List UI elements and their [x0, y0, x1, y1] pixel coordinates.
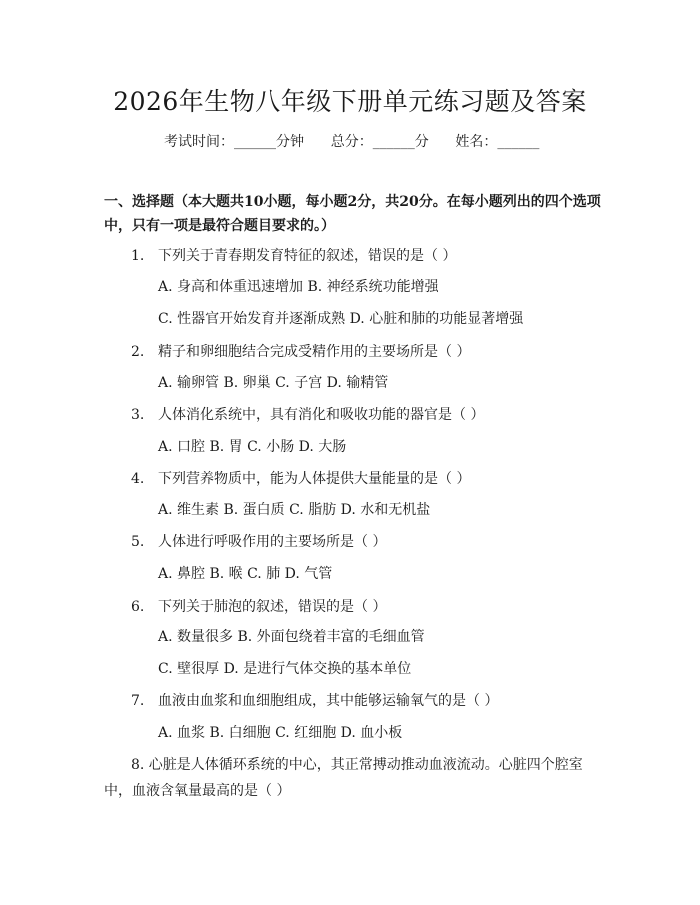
- question-7: [131, 690, 498, 710]
- question-text: 下列营养物质中，能为人体提供大量能量的是（ ）: [158, 471, 471, 487]
- question-text: 下列关于肺泡的叙述，错误的是（ ）: [158, 599, 387, 615]
- question-2: [131, 341, 470, 361]
- question-1: [131, 245, 456, 265]
- question-text: 精子和卵细胞结合完成受精作用的主要场所是（ ）: [158, 344, 471, 360]
- question-1-options-line-1: A. 身高和体重迅速增加 B. 神经系统功能增强: [158, 279, 439, 295]
- exam-info-line: 考试时间：______分钟 总分：______分 姓名：______: [164, 134, 540, 150]
- question-2-options: A. 输卵管 B. 卵巢 C. 子宫 D. 输精管: [158, 375, 389, 391]
- question-5-options: A. 鼻腔 B. 喉 C. 肺 D. 气管: [158, 566, 333, 582]
- question-text: 人体进行呼吸作用的主要场所是（ ）: [158, 534, 387, 550]
- question-number: 7.: [131, 693, 145, 709]
- question-6-options-line-1: A. 数量很多 B. 外面包绕着丰富的毛细血管: [158, 629, 425, 645]
- question-number: 6.: [131, 599, 145, 615]
- section-heading: 一、选择题（本大题共10小题，每小题2分，共20分。在每小题列出的四个选项中，只有一项是最符合题目要求的。）: [104, 194, 601, 234]
- question-4: [131, 468, 470, 488]
- question-number: 5.: [131, 534, 145, 550]
- question-3-options: A. 口腔 B. 胃 C. 小肠 D. 大肠: [158, 439, 347, 455]
- question-6: [131, 596, 386, 616]
- question-5: [131, 531, 386, 551]
- question-number: 3.: [131, 407, 145, 423]
- question-number: 1.: [131, 248, 145, 264]
- question-text: 人体消化系统中，具有消化和吸收功能的器官是（ ）: [158, 407, 485, 423]
- question-6-options-line-2: C. 壁很厚 D. 是进行气体交换的基本单位: [158, 661, 412, 677]
- question-1-options-line-2: C. 性器官开始发育并逐渐成熟 D. 心脏和肺的功能显著增强: [158, 311, 524, 327]
- question-7-options: A. 血浆 B. 白细胞 C. 红细胞 D. 血小板: [158, 725, 403, 741]
- question-text: 下列关于青春期发育特征的叙述，错误的是（ ）: [158, 248, 457, 264]
- question-3: [131, 404, 484, 424]
- question-number: 4.: [131, 471, 145, 487]
- question-text: 血液由血浆和血细胞组成，其中能够运输氧气的是（ ）: [158, 693, 499, 709]
- question-4-options: A. 维生素 B. 蛋白质 C. 脂肪 D. 水和无机盐: [158, 502, 431, 518]
- question-number: 2.: [131, 344, 145, 360]
- question-8: 8. 心脏是人体循环系统的中心，其正常搏动推动血液流动。心脏四个腔室中，血液含氧量最高的是（ ）: [104, 757, 583, 799]
- page-title: 2026年生物八年级下册单元练习题及答案: [113, 87, 587, 116]
